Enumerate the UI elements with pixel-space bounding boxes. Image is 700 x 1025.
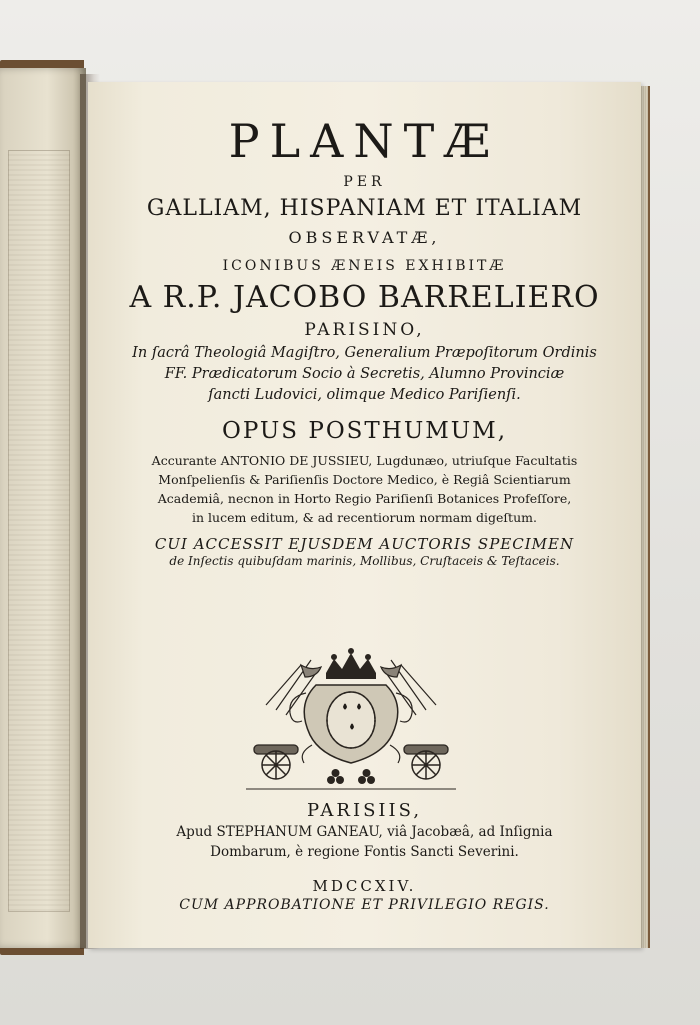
insects-line: de Inſectis quibuſdam marinis, Mollibus, Cruſtaceis & Teſtaceis. [169,554,560,568]
publication-year: MDCCXIV. [312,877,417,895]
author-description-line: In ſacrâ Theologiâ Magiſtro, Generalium Præpoſitorum Ordinis [132,345,597,361]
book-title: PLANTÆ [228,114,501,168]
author-origin: PARISINO, [304,320,425,340]
left-page-plate-mark [8,150,70,912]
title-observatae: OBSERVATÆ, [288,228,441,247]
opus-posthumum: OPUS POSTHUMUM, [221,418,508,444]
author-description-line: FF. Prædicatorum Socio à Secretis, Alumno Provinciæ [164,366,565,382]
imprint-city: PARISIIS, [306,800,423,821]
approbation-line: CUM APPROBATIONE ET PRIVILEGIO REGIS. [179,897,550,913]
title-countries: GALLIAM, HISPANIAM ET ITALIAM [146,196,583,221]
open-book [0,60,655,965]
specimen-line: CUI ACCESSIT EJUSDEM AUCTORIS SPECIMEN [154,535,575,553]
editor-line: Accurante ANTONIO DE JUSSIEU, Lugdunæo, utriuſque Facultatis [151,453,578,468]
author-description-line: ſancti Ludovici, olimque Medico Pariſienſi. [208,387,521,403]
imprint-line: Apud STEPHANUM GANEAU, viâ Jacobæâ, ad Inſignia [176,824,553,840]
title-iconibus: ICONIBUS ÆNEIS EXHIBITÆ [222,258,507,274]
editor-line: in lucem editum, & ad recentiorum normam digeſtum. [192,510,537,525]
left-page [0,68,86,948]
editor-line: Monſpelienſis & Pariſienſis Doctore Medico, è Regiâ Scientiarum [158,472,571,487]
editor-line: Academiâ, necnon in Horto Regio Pariſienſi Botanices Profeſſore, [157,491,572,506]
author-name: A R.P. JACOBO BARRELIERO [129,280,600,315]
imprint-line: Dombarum, è regione Fontis Sancti Severini. [210,844,519,860]
royal-arms-vignette-icon [246,645,456,793]
title-per: PER [343,174,386,190]
